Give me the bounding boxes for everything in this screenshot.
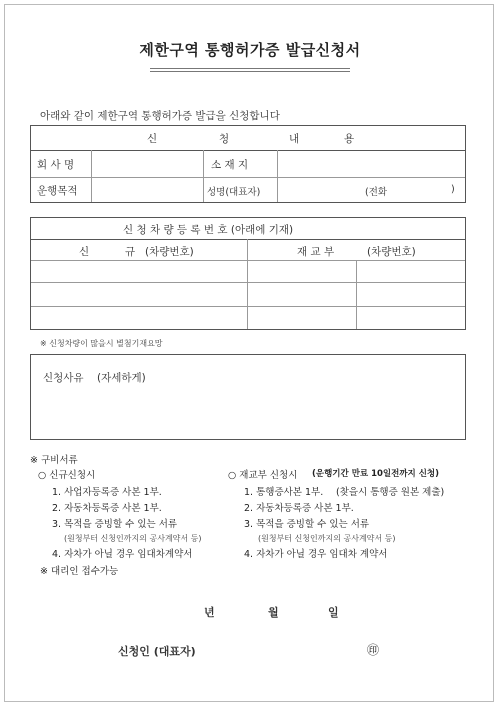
intro-text: 아래와 같이 제한구역 통행허가증 발급을 신청합니다 xyxy=(40,110,280,122)
application-details-table xyxy=(30,125,466,203)
address-field[interactable] xyxy=(279,152,465,176)
phone-close-paren: ) xyxy=(451,184,455,195)
reissue-plate-field-3[interactable] xyxy=(248,307,355,329)
docs-reissue-item-4: 4. 자차가 아닐 경우 임대차 계약서 xyxy=(244,549,388,560)
date-year-label: 년 xyxy=(204,606,215,619)
new-plate-field-1[interactable] xyxy=(31,261,246,282)
reason-label: 신청사유 xyxy=(43,372,84,384)
table1-header-char-2: 청 xyxy=(219,133,230,145)
reissue-plate-field-1[interactable] xyxy=(248,261,355,282)
title-underline xyxy=(150,68,350,69)
vehicle-registration-table xyxy=(30,217,466,330)
new-plate-field-3[interactable] xyxy=(31,307,246,329)
purpose-label: 운행목적 xyxy=(37,185,78,197)
form-title: 제한구역 통행허가증 발급신청서 xyxy=(139,41,361,59)
representative-name-label: 성명(대표자) xyxy=(207,187,261,198)
docs-reissue-item-3: 3. 목적을 증빙할 수 있는 서류 xyxy=(244,519,370,530)
docs-new-item-4: 4. 자차가 아닐 경우 임대차계약서 xyxy=(52,549,193,560)
docs-reissue-item-1: 1. 통행증사본 1부. xyxy=(244,487,324,498)
table2-header-divider xyxy=(31,239,465,240)
table1-col-divider-2 xyxy=(203,150,204,202)
purpose-field[interactable] xyxy=(93,179,201,202)
new-plate-field-2[interactable] xyxy=(31,283,246,306)
docs-reissue-heading: ○ 재교부 신청시 xyxy=(228,470,298,481)
docs-new-item-2: 2. 자동차등록증 사본 1부. xyxy=(52,503,162,514)
reissue-plate-field-2[interactable] xyxy=(248,283,355,306)
phone-field[interactable] xyxy=(397,179,449,202)
docs-new-heading: ○ 신규신청시 xyxy=(38,470,96,481)
title-underline-second xyxy=(150,71,350,72)
docs-reissue-item-2: 2. 자동차등록증 사본 1부. xyxy=(244,503,354,514)
reason-box[interactable] xyxy=(30,354,466,440)
table1-col-divider-3 xyxy=(277,150,278,202)
docs-new-item-1: 1. 사업자등록증 사본 1부. xyxy=(52,487,162,498)
docs-reissue-deadline: (운행기간 만료 10일전까지 신청) xyxy=(312,469,440,479)
table1-header-char-3: 내 xyxy=(289,133,300,145)
docs-new-item-3: 3. 목적을 증빙할 수 있는 서류 xyxy=(52,519,178,530)
docs-heading: ※ 구비서류 xyxy=(30,455,78,466)
company-name-field[interactable] xyxy=(93,152,201,176)
table1-header-divider xyxy=(31,150,465,151)
table1-header-char-4: 용 xyxy=(344,133,355,145)
phone-label: (전화 xyxy=(365,187,388,198)
reason-sublabel: (자세하게) xyxy=(97,372,146,384)
reissue-extra-field[interactable] xyxy=(357,261,465,329)
date-month-label: 월 xyxy=(268,606,279,619)
new-label: 신 xyxy=(79,246,90,258)
proxy-note: ※ 대리인 접수가능 xyxy=(40,566,119,577)
vehicle-note: ※ 신청차량이 많을시 별첨기재요망 xyxy=(40,339,163,348)
address-label: 소 재 지 xyxy=(211,159,249,171)
date-day-label: 일 xyxy=(328,606,339,619)
docs-reissue-item-1-note: (찾을시 통행증 원본 제출) xyxy=(336,487,445,498)
representative-name-field[interactable] xyxy=(279,179,363,202)
new-label-second: 규 xyxy=(125,246,136,258)
docs-new-item-3-note: (원청부터 신청인까지의 공사계약서 등) xyxy=(64,534,202,543)
docs-reissue-item-3-note: (원청부터 신청인까지의 공사계약서 등) xyxy=(258,534,396,543)
new-plate-sublabel: (차량번호) xyxy=(145,246,194,258)
reissue-label: 재 교 부 xyxy=(297,246,335,258)
table1-col-divider-1 xyxy=(91,150,92,202)
company-name-label: 회 사 명 xyxy=(37,159,75,171)
table1-row-divider xyxy=(31,177,465,178)
reissue-plate-sublabel: (차량번호) xyxy=(367,246,416,258)
seal-mark: ㊞ xyxy=(367,643,380,657)
table2-header: 신 청 차 량 등 록 번 호 (아래에 기재) xyxy=(123,224,294,236)
signer-label: 신청인 (대표자) xyxy=(118,645,196,658)
table1-header-char-1: 신 xyxy=(147,133,158,145)
